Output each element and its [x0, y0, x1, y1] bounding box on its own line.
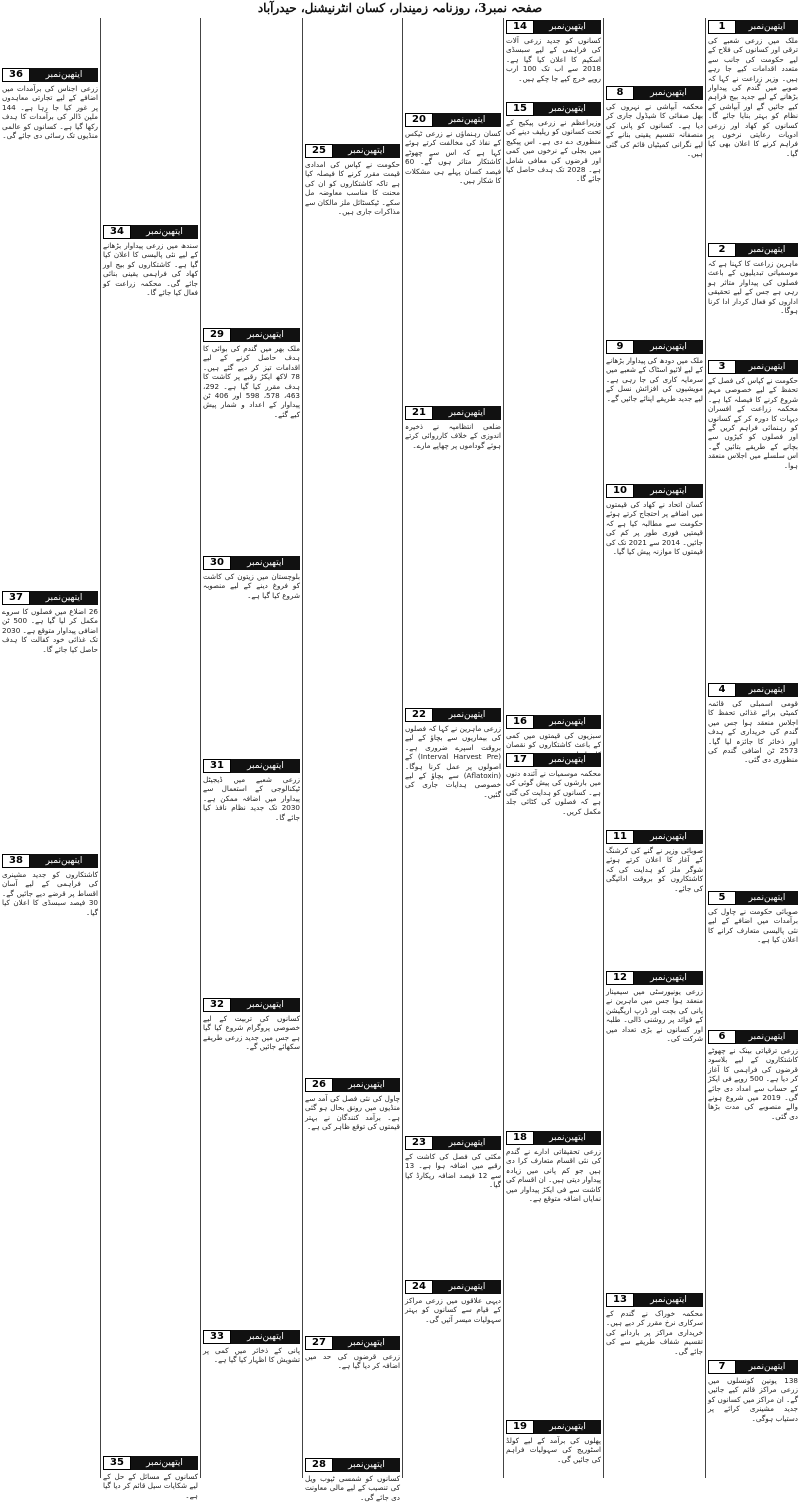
item-number: 34 [103, 225, 131, 239]
item-number: 31 [203, 759, 231, 773]
item-label [103, 225, 198, 239]
item-keyword: ایتھین‌نمبر [736, 243, 798, 257]
item-number: 8 [606, 86, 634, 100]
news-item [708, 20, 798, 238]
item-keyword: ایتھین‌نمبر [736, 20, 798, 34]
item-number: 10 [606, 484, 634, 498]
item-label [708, 360, 798, 374]
item-keyword: ایتھین‌نمبر [231, 556, 300, 570]
item-number: 2 [708, 243, 736, 257]
item-text: حکومت نے کپاس کی امدادی قیمت مقرر کرنے کا فیصلہ کیا ہے تاکہ کاشتکاروں کو ان کی محنت کا مناسب معاوضہ مل سکے۔ ٹیکسٹائل ملز مالکان سے مذاکرات جاری ہیں۔ [305, 160, 400, 217]
item-label [606, 971, 703, 985]
item-text: محکمہ خوراک نے گندم کے سرکاری نرخ مقرر کر دیے ہیں۔ خریداری مراکز پر باردانے کی تقسیم شفاف طریقے سے کی جائے گی۔ [606, 1309, 703, 1356]
news-item [2, 68, 98, 588]
item-label [203, 328, 300, 342]
item-label [506, 102, 601, 116]
item-label [405, 113, 501, 127]
item-number: 17 [506, 753, 534, 767]
item-label [606, 1293, 703, 1307]
news-item [203, 1330, 300, 1475]
column-5 [302, 18, 402, 1502]
item-label [708, 891, 798, 905]
item-number: 5 [708, 891, 736, 905]
news-item [2, 591, 98, 853]
item-keyword: ایتھین‌نمبر [433, 1136, 501, 1150]
item-label [305, 144, 400, 158]
news-item [305, 1458, 400, 1502]
item-label [2, 854, 98, 868]
item-number: 18 [506, 1131, 534, 1145]
item-keyword: ایتھین‌نمبر [634, 830, 703, 844]
item-label [2, 591, 98, 605]
item-text: ضلعی انتظامیہ نے ذخیرہ اندوزی کے خلاف کارروائی کرتے ہوئے گوداموں پر چھاپے مارے۔ [405, 422, 501, 450]
item-keyword: ایتھین‌نمبر [736, 683, 798, 697]
item-label [305, 1078, 400, 1092]
news-item [606, 86, 703, 336]
item-label [203, 759, 300, 773]
news-item [506, 1420, 601, 1475]
item-number: 25 [305, 144, 333, 158]
news-item [506, 102, 601, 702]
item-text: بلوچستان میں زیتون کی کاشت کو فروغ دینے کے لیے منصوبہ شروع کیا گیا ہے۔ [203, 572, 300, 600]
item-keyword: ایتھین‌نمبر [534, 1420, 601, 1434]
item-text: محکمہ موسمیات نے آئندہ دنوں میں بارشوں کی پیش گوئی کی ہے۔ کسانوں کو ہدایت کی گئی ہے کہ فصلوں کی کٹائی جلد مکمل کریں۔ [506, 769, 601, 816]
item-text: حکومت نے کپاس کی فصل کے تحفظ کے لیے خصوصی مہم شروع کرنے کا فیصلہ کیا ہے۔ محکمہ زراعت کے افسران دیہات کا دورہ کر کے کسانوں کو رہنمائی فراہم کریں گے اور فصلوں کو کیڑوں سے بچانے کے طریقے بتائیں گے۔ اس سلسلے میں اجلاس منعقد ہوا۔ [708, 376, 798, 470]
item-text: سندھ میں زرعی پیداوار بڑھانے کے لیے نئی پالیسی کا اعلان کیا گیا ہے۔ کاشتکاروں کو بیج اور کھاد کی فراہمی یقینی بنائی جائے گی۔ محکمہ زراعت کو فعال کیا جائے گا۔ [103, 241, 198, 298]
news-item [606, 830, 703, 968]
column-7 [100, 18, 200, 1500]
item-text: صوبائی حکومت نے چاول کی برآمدات میں اضافے کے لیے نئی پالیسی متعارف کرانے کا اعلان کیا ہے۔ [708, 907, 798, 945]
item-number: 6 [708, 1030, 736, 1044]
news-item [708, 360, 798, 678]
item-number: 29 [203, 328, 231, 342]
item-text: زرعی ماہرین نے کہا کہ فصلوں کی بیماریوں سے بچاؤ کے لیے بروقت اسپرے ضروری ہے۔ (Interval Harvest Pre) کے اصولوں پر عمل کرنا ہوگا۔ (Aflatoxin) سے بچاؤ کے لیے خصوصی ہدایات جاری کی گئیں۔ [405, 724, 501, 799]
news-item [606, 484, 703, 824]
news-item [103, 225, 198, 1425]
item-number: 30 [203, 556, 231, 570]
item-number: 12 [606, 971, 634, 985]
item-label [506, 753, 601, 767]
item-text: ماہرین زراعت کا کہنا ہے کہ موسمیاتی تبدیلیوں کے باعث فصلوں کی پیداوار متاثر ہو رہی ہے جس کے لیے تحقیقی اداروں کو فعال کردار ادا کرنا ہوگا۔ [708, 259, 798, 316]
item-number: 37 [2, 591, 30, 605]
item-text: 26 اضلاع میں فصلوں کا سروے مکمل کر لیا گیا ہے۔ 500 ٹن اضافی پیداوار متوقع ہے۔ 2030 تک غذائی خود کفالت کا ہدف حاصل کیا جائے گا۔ [2, 607, 98, 654]
item-keyword: ایتھین‌نمبر [736, 360, 798, 374]
item-text: سبزیوں کی قیمتوں میں کمی کے باعث کاشتکاروں کو نقصان [506, 731, 601, 750]
item-keyword: ایتھین‌نمبر [534, 20, 601, 34]
item-text: کسانوں کو شمسی ٹیوب ویل کی تنصیب کے لیے مالی معاونت دی جائے گی۔ [305, 1474, 400, 1502]
news-item [203, 998, 300, 1323]
item-text: کسان اتحاد نے کھاد کی قیمتوں میں اضافے پر احتجاج کرتے ہوئے حکومت سے مطالبہ کیا ہے کہ قیمتیں فوری طور پر کم کی جائیں۔ 2014 سے 2021 تک کی قیمتوں کا موازنہ پیش کیا گیا۔ [606, 500, 703, 557]
item-label [708, 243, 798, 257]
item-text: پھلوں کی برآمد کے لیے کولڈ اسٹوریج کی سہولیات فراہم کی جائیں گی۔ [506, 1436, 601, 1464]
item-keyword: ایتھین‌نمبر [736, 891, 798, 905]
item-number: 26 [305, 1078, 333, 1092]
item-label [405, 406, 501, 420]
item-text: زرعی اجناس کی برآمدات میں اضافے کے لیے تجارتی معاہدوں پر غور کیا جا رہا ہے۔ 144 ملین ڈالر کی برآمدات کا ہدف رکھا گیا ہے۔ کسانوں کو عالمی منڈیوں تک رسائی دی جائے گی۔ [2, 84, 98, 141]
item-keyword: ایتھین‌نمبر [131, 225, 198, 239]
item-label [708, 1360, 798, 1374]
item-label [103, 1456, 198, 1470]
column-2 [603, 18, 705, 1478]
item-label [203, 998, 300, 1012]
item-text: ملک میں زرعی شعبے کی ترقی اور کسانوں کی فلاح کے لیے حکومت کی جانب سے متعدد اقدامات کیے جا رہے ہیں۔ وزیر زراعت نے کہا کہ صوبے میں گندم کی پیداوار بڑھانے کے لیے جدید بیج فراہم کیے جائیں گے اور آبپاشی کے نظام کو بہتر بنایا جائے گا۔ کسانوں کو کھاد اور زرعی ادویات رعایتی نرخوں پر فراہم کرنے کا اعلان بھی کیا گیا۔ [708, 36, 798, 158]
item-number: 1 [708, 20, 736, 34]
item-text: صوبائی وزیر نے گنے کی کرشنگ کے آغاز کا اعلان کرتے ہوئے شوگر ملز کو ہدایت کی کہ کاشتکاروں کو بروقت ادائیگی کی جائے۔ [606, 846, 703, 893]
item-text: مکئی کی فصل کی کاشت کے رقبے میں اضافہ ہوا ہے۔ 13 سے 12 فیصد اضافہ ریکارڈ کیا گیا۔ [405, 1152, 501, 1190]
item-text: زرعی یونیورسٹی میں سیمینار منعقد ہوا جس میں ماہرین نے پانی کی بچت اور ڈرپ اریگیشن کے فوائد پر روشنی ڈالی۔ طلبہ اور کسانوں نے بڑی تعداد میں شرکت کی۔ [606, 987, 703, 1044]
column-6 [200, 18, 302, 1478]
item-number: 4 [708, 683, 736, 697]
news-item [203, 556, 300, 756]
news-item [708, 243, 798, 355]
item-text: زرعی شعبے میں ڈیجیٹل ٹیکنالوجی کے استعمال سے پیداوار میں اضافہ ممکن ہے۔ 2030 تک جدید نظام نافذ کیا جائے گا۔ [203, 775, 300, 822]
item-keyword: ایتھین‌نمبر [634, 971, 703, 985]
item-keyword: ایتھین‌نمبر [736, 1360, 798, 1374]
item-number: 23 [405, 1136, 433, 1150]
item-text: زرعی ترقیاتی بینک نے چھوٹے کاشتکاروں کے لیے بلاسود قرضوں کی فراہمی کا آغاز کر دیا ہے۔ 500 روپے فی ایکڑ کے حساب سے امداد دی جائے گی۔ 2019 میں شروع ہونے والے منصوبے کی مدت بڑھا دی گئی۔ [708, 1046, 798, 1121]
item-text: کاشتکاروں کو جدید مشینری کی فراہمی کے لیے آسان اقساط پر قرضے دیے جائیں گے۔ 30 فیصد سبسڈی کا اعلان کیا گیا۔ [2, 870, 98, 917]
item-keyword: ایتھین‌نمبر [433, 113, 501, 127]
news-item [405, 1280, 501, 1475]
item-text: پانی کے ذخائر میں کمی پر تشویش کا اظہار کیا گیا ہے۔ [203, 1346, 300, 1365]
item-label [606, 86, 703, 100]
item-number: 38 [2, 854, 30, 868]
item-keyword: ایتھین‌نمبر [30, 591, 98, 605]
item-label [405, 1136, 501, 1150]
item-label [405, 708, 501, 722]
news-item [606, 971, 703, 1286]
item-keyword: ایتھین‌نمبر [30, 68, 98, 82]
item-keyword: ایتھین‌نمبر [534, 715, 601, 729]
news-item [606, 1293, 703, 1473]
item-text: زرعی تحقیقاتی ادارے نے گندم کی نئی اقسام متعارف کرا دی ہیں جو کم پانی میں زیادہ پیداوار دیتی ہیں۔ ان اقسام کی کاشت سے فی ایکڑ پیداوار میں نمایاں اضافہ متوقع ہے۔ [506, 1147, 601, 1204]
item-keyword: ایتھین‌نمبر [231, 328, 300, 342]
item-label [606, 484, 703, 498]
item-label [708, 1030, 798, 1044]
item-number: 28 [305, 1458, 333, 1472]
item-number: 35 [103, 1456, 131, 1470]
item-number: 27 [305, 1336, 333, 1350]
news-item [708, 1030, 798, 1255]
item-keyword: ایتھین‌نمبر [131, 1456, 198, 1470]
item-text: زرعی قرضوں کی حد میں اضافہ کر دیا گیا ہے۔ [305, 1352, 400, 1371]
news-item [506, 753, 601, 1163]
news-item [506, 1131, 601, 1416]
item-keyword: ایتھین‌نمبر [534, 102, 601, 116]
item-keyword: ایتھین‌نمبر [333, 1078, 400, 1092]
item-text: دیہی علاقوں میں زرعی مراکز کے قیام سے کسانوں کو بہتر سہولیات میسر آئیں گی۔ [405, 1296, 501, 1324]
item-keyword: ایتھین‌نمبر [433, 708, 501, 722]
item-label [506, 1131, 601, 1145]
item-label [506, 20, 601, 34]
column-4 [402, 18, 503, 1478]
item-keyword: ایتھین‌نمبر [534, 1131, 601, 1145]
news-item [305, 1078, 400, 1333]
item-label [305, 1458, 400, 1472]
item-text: کسانوں کی تربیت کے لیے خصوصی پروگرام شروع کیا گیا ہے جس میں جدید زرعی طریقے سکھائے جائیں گے۔ [203, 1014, 300, 1052]
item-number: 24 [405, 1280, 433, 1294]
item-keyword: ایتھین‌نمبر [634, 1293, 703, 1307]
item-keyword: ایتھین‌نمبر [534, 753, 601, 767]
item-keyword: ایتھین‌نمبر [333, 1336, 400, 1350]
news-item [305, 144, 400, 814]
item-number: 21 [405, 406, 433, 420]
item-number: 16 [506, 715, 534, 729]
item-label [708, 20, 798, 34]
item-number: 3 [708, 360, 736, 374]
item-label [606, 830, 703, 844]
item-number: 14 [506, 20, 534, 34]
item-number: 19 [506, 1420, 534, 1434]
item-label [203, 556, 300, 570]
item-keyword: ایتھین‌نمبر [333, 144, 400, 158]
news-item [203, 759, 300, 999]
item-text: ملک میں دودھ کی پیداوار بڑھانے کے لیے لائیو اسٹاک کے شعبے میں سرمایہ کاری کی جا رہی ہے۔ مویشیوں کی افزائش نسل کے لیے جدید طریقے اپنائے جائیں گے۔ [606, 356, 703, 403]
item-number: 36 [2, 68, 30, 82]
news-item [506, 20, 601, 100]
news-item [405, 113, 501, 403]
column-3 [503, 18, 603, 1478]
item-number: 15 [506, 102, 534, 116]
item-number: 20 [405, 113, 433, 127]
news-item [606, 340, 703, 480]
item-number: 9 [606, 340, 634, 354]
item-keyword: ایتھین‌نمبر [634, 86, 703, 100]
news-item [506, 715, 601, 750]
column-1 [705, 18, 800, 1478]
item-text: کسان رہنماؤں نے زرعی ٹیکس کے نفاذ کی مخالفت کرتے ہوئے کہا ہے کہ اس سے چھوٹے کاشتکار متاثر ہوں گے۔ 60 فیصد کسان پہلے ہی مشکلات کا شکار ہیں۔ [405, 129, 501, 186]
news-item [708, 683, 798, 828]
item-keyword: ایتھین‌نمبر [231, 998, 300, 1012]
item-number: 13 [606, 1293, 634, 1307]
item-label [606, 340, 703, 354]
news-item [708, 1360, 798, 1475]
item-label [405, 1280, 501, 1294]
item-text: محکمہ آبپاشی نے نہروں کی بھل صفائی کا شیڈول جاری کر دیا ہے۔ کسانوں کو پانی کی منصفانہ تقسیم یقینی بنانے کے لیے نگرانی کمیٹیاں قائم کی گئی ہیں۔ [606, 102, 703, 159]
item-keyword: ایتھین‌نمبر [433, 1280, 501, 1294]
item-number: 32 [203, 998, 231, 1012]
item-label [305, 1336, 400, 1350]
item-text: وزیراعظم نے زرعی پیکیج کے تحت کسانوں کو ریلیف دینے کی منظوری دے دی ہے۔ اس پیکیج میں بجلی کے نرخوں میں کمی اور قرضوں کی معافی شامل ہے۔ 2028 تک ہدف حاصل کیا جائے گا۔ [506, 118, 601, 184]
item-keyword: ایتھین‌نمبر [30, 854, 98, 868]
item-keyword: ایتھین‌نمبر [634, 340, 703, 354]
item-label [506, 715, 601, 729]
item-number: 33 [203, 1330, 231, 1344]
item-number: 7 [708, 1360, 736, 1374]
item-keyword: ایتھین‌نمبر [333, 1458, 400, 1472]
item-keyword: ایتھین‌نمبر [736, 1030, 798, 1044]
news-item [405, 1136, 501, 1276]
news-item [305, 1336, 400, 1456]
item-text: کسانوں کو جدید زرعی آلات کی فراہمی کے لیے سبسڈی اسکیم کا اعلان کیا گیا ہے۔ 2018 سے اب تک 100 ارب روپے خرچ کیے جا چکے ہیں۔ [506, 36, 601, 83]
item-text: کسانوں کے مسائل کے حل کے لیے شکایات سیل قائم کر دیا گیا ہے۔ [103, 1472, 198, 1500]
item-label [708, 683, 798, 697]
item-number: 22 [405, 708, 433, 722]
item-text: 138 یونین کونسلوں میں زرعی مراکز قائم کیے جائیں گے۔ ان مراکز میں کسانوں کو جدید مشینری کرائے پر دستیاب ہوگی۔ [708, 1376, 798, 1423]
item-text: ملک بھر میں گندم کی بوائی کا ہدف حاصل کرنے کے لیے اقدامات تیز کر دیے گئے ہیں۔ 78 لاکھ ایکڑ رقبے پر کاشت کا ہدف مقرر کیا گیا ہے۔ 292، 463، 578، 598 اور 406 ٹن پیداوار کے اعداد و شمار پیش کیے گئے۔ [203, 344, 300, 419]
item-keyword: ایتھین‌نمبر [231, 759, 300, 773]
news-item [405, 708, 501, 1133]
item-keyword: ایتھین‌نمبر [231, 1330, 300, 1344]
news-item [103, 1456, 198, 1500]
item-keyword: ایتھین‌نمبر [433, 406, 501, 420]
news-item [2, 854, 98, 1474]
item-label [203, 1330, 300, 1344]
item-text: قومی اسمبلی کی قائمہ کمیٹی برائے غذائی تحفظ کا اجلاس منعقد ہوا جس میں گندم کی خریداری کے ہدف اور ذخائر کا جائزہ لیا گیا۔ 2573 ٹن اضافی گندم کی منظوری دی گئی۔ [708, 699, 798, 765]
item-keyword: ایتھین‌نمبر [634, 484, 703, 498]
item-label [2, 68, 98, 82]
item-label [506, 1420, 601, 1434]
item-text: چاول کی نئی فصل کی آمد سے منڈیوں میں رونق بحال ہو گئی ہے۔ برآمد کنندگان نے بہتر قیمتوں کی توقع ظاہر کی ہے۔ [305, 1094, 400, 1132]
page-masthead: صفحہ نمبر3، روزنامہ زمیندار، کسان انٹرنیشنل، حیدرآباد [257, 1, 543, 15]
item-number: 11 [606, 830, 634, 844]
news-item [708, 891, 798, 1023]
column-8 [0, 18, 100, 1478]
